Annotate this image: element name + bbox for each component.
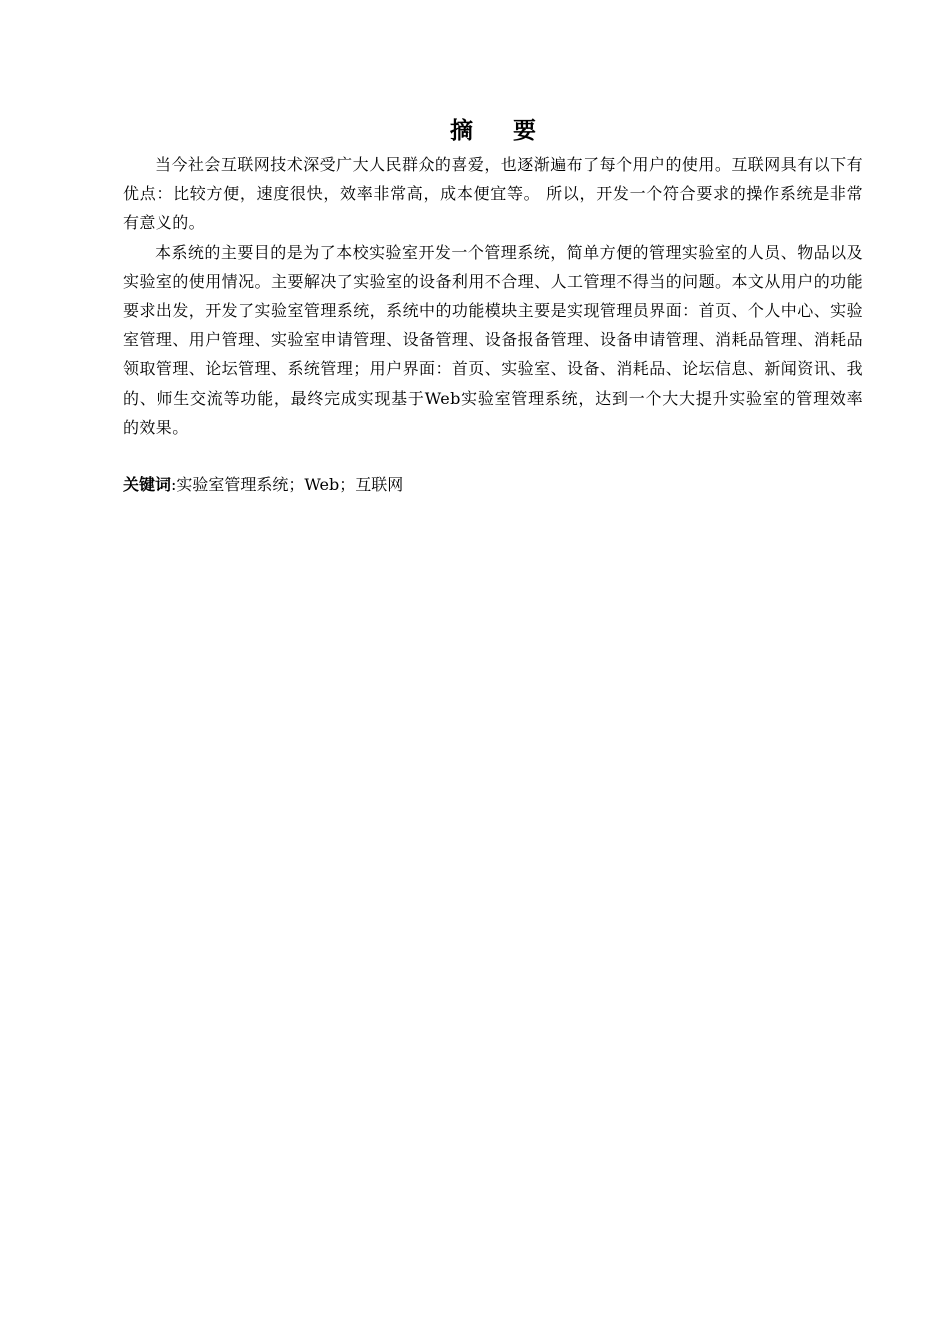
abstract-title: 摘 要: [449, 118, 552, 144]
abstract-paragraph-1: 当今社会互联网技术深受广大人民群众的喜爱，也逐渐遍布了每个用户的使用。互联网具有以下有优点：比较方便，速度很快，效率非常高，成本便宜等。 所以，开发一个符合要求的操作系统是非常有意义的。: [123, 155, 863, 233]
keywords-line: [123, 470, 863, 499]
keywords-label: 关键词: [123, 475, 172, 495]
abstract-paragraph-2: 本系统的主要目的是为了本校实验室开发一个管理系统，简单方便的管理实验室的人员、物品以及实验室的使用情况。主要解决了实验室的设备利用不合理、人工管理不得当的问题。本文从用户的功能要求出发，开发了实验室管理系统，系统中的功能模块主要是实现管理员界面：首页、个人中心、实验室管理、用户管理、实验室申请管理、设备管理、设备报备管理、设备申请管理、消耗品管理、消耗品领取管理、论坛管理、系统管理；用户界面：首页、实验室、设备、消耗品、论坛信息、新闻资讯、我的、师生交流等功能，最终完成实现基于Web实验室管理系统，达到一个大大提升实验室的管理效率的效果。: [123, 242, 863, 437]
keywords-text: 实验室管理系统；Web；互联网: [176, 475, 404, 495]
abstract-page: [123, 112, 863, 499]
keywords-separator: :: [171, 475, 177, 495]
